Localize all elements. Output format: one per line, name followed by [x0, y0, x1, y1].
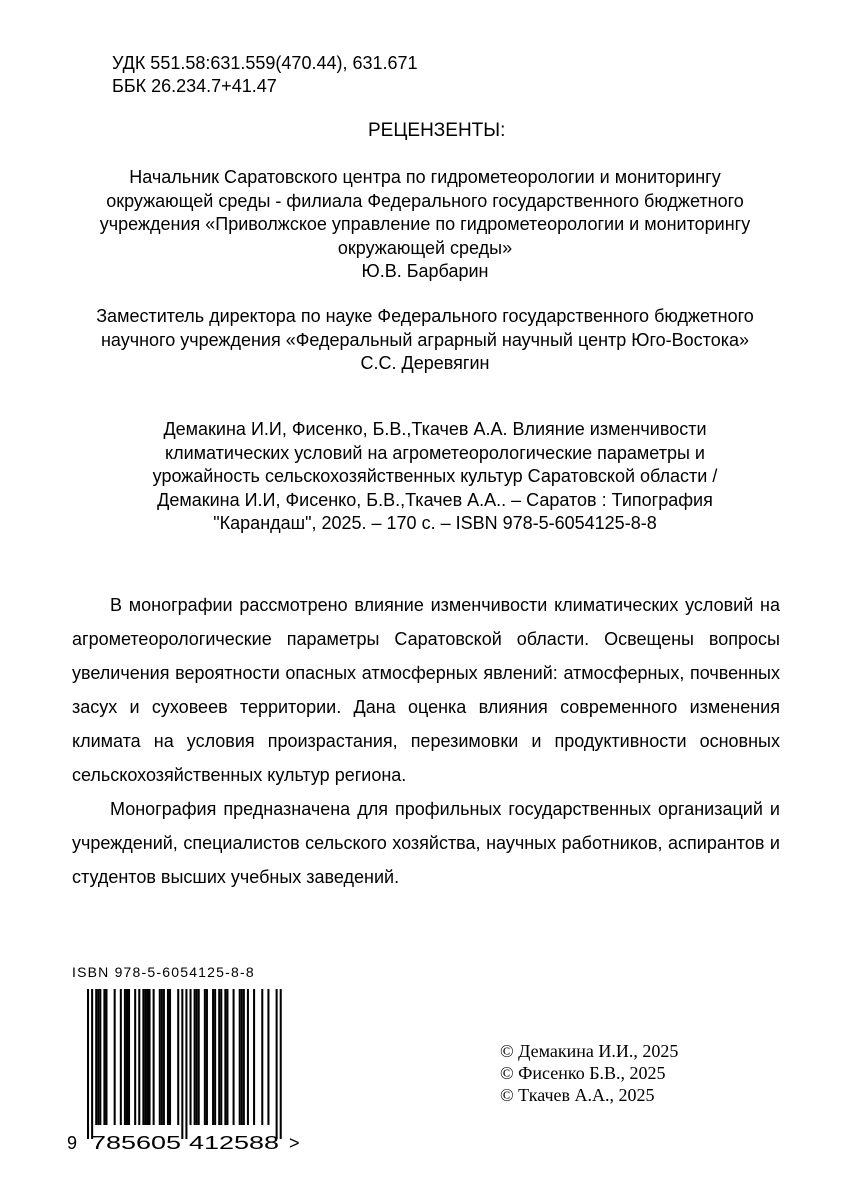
barcode-bar [144, 989, 146, 1125]
barcode-bar [99, 989, 101, 1125]
bbk-code: ББК 26.234.7+41.47 [112, 76, 277, 96]
barcode-bar [167, 989, 169, 1125]
copyright-line: © Ткачев А.А., 2025 [500, 1085, 655, 1105]
barcode-bar [177, 989, 179, 1125]
barcode-bar [204, 989, 206, 1125]
barcode-bar [163, 989, 165, 1125]
citation-line: "Карандаш", 2025. – 170 с. – ISBN 978-5-6054125-8-8 [213, 513, 657, 533]
reviewer-2 [40, 305, 810, 376]
reviewer-2-line: научного учреждения «Федеральный аграрный научный центр Юго-Востока» [100, 329, 750, 350]
barcode-bar [97, 989, 99, 1125]
barcode-bar [128, 989, 130, 1125]
barcode-bar [206, 989, 208, 1125]
reviewer-2-line: Заместитель директора по науке Федерального государственного бюджетного [96, 306, 754, 326]
reviewer-2-name: С.С. Деревягин [360, 353, 490, 373]
bibliographic-citation [95, 418, 775, 536]
barcode-bar [218, 989, 220, 1125]
reviewer-1-name: Ю.В. Барбарин [361, 261, 489, 281]
reviewers-heading: РЕЦЕНЗЕНТЫ: [368, 120, 506, 141]
reviewer-1 [40, 166, 810, 284]
barcode-bar [280, 989, 282, 1139]
barcode-lead-digit: 9 [67, 1133, 78, 1153]
barcode-bar [181, 989, 183, 1139]
barcode-right-digits: 412588 [189, 1133, 279, 1153]
barcode-bar [214, 989, 216, 1125]
barcode-bar [134, 989, 136, 1125]
barcode-bar [226, 989, 228, 1125]
barcode-bar [243, 989, 245, 1125]
barcode-bar [276, 989, 278, 1139]
annotation-paragraph: Монография предназначена для профильных государственных организаций и учреждений, специалистов сельского хозяйства, научных работников, аспирантов и студентов высших учебных заведений. [72, 799, 780, 887]
barcode-bar [161, 989, 163, 1125]
citation-line: Демакина И.И, Фисенко, Б.В.,Ткачев А.А.. – Саратов : Типография [157, 489, 713, 510]
barcode-bar [212, 989, 214, 1125]
barcode-bar [190, 989, 192, 1125]
barcode-bar [87, 989, 89, 1139]
barcode-bars [87, 989, 282, 1139]
barcode-bar [247, 989, 249, 1125]
barcode-bar [146, 989, 148, 1125]
barcode-bar [224, 989, 226, 1125]
barcode-bar [142, 989, 144, 1125]
barcode-bar [138, 989, 140, 1125]
udk-code: УДК 551.58:631.559(470.44), 631.671 [112, 53, 418, 73]
copyright-block [500, 1040, 678, 1106]
isbn-label: ISBN 978-5-6054125-8-8 [72, 964, 255, 980]
barcode-bar [194, 989, 196, 1125]
barcode-bar [124, 989, 126, 1125]
barcode-bar [153, 989, 155, 1125]
barcode-bar [105, 989, 107, 1125]
barcode-bar [169, 989, 171, 1125]
barcode-bar [126, 989, 128, 1125]
barcode-bar [120, 989, 122, 1125]
reviewer-1-line: окружающей среды» [337, 237, 513, 258]
barcode-bar [267, 989, 269, 1125]
reviewer-1-line: учреждения «Приволжское управление по гидрометеорологии и мониторингу [99, 214, 751, 234]
barcode-bar [95, 989, 97, 1125]
barcode-left-digits: 785605 [91, 1133, 181, 1153]
citation-line: Демакина И.И, Фисенко, Б.В.,Ткачев А.А. Влияние изменчивости [163, 419, 707, 439]
barcode-bar [159, 989, 161, 1125]
barcode-bar [91, 989, 93, 1139]
classification-codes [112, 52, 418, 98]
copyright-line: © Демакина И.И., 2025 [500, 1041, 679, 1061]
barcode-bar [185, 989, 187, 1139]
barcode-bar [253, 989, 255, 1125]
isbn-barcode [65, 985, 305, 1155]
barcode-bar [239, 989, 241, 1125]
barcode-bar [103, 989, 105, 1125]
barcode-bar [114, 989, 116, 1125]
annotation-paragraph: В монографии рассмотрено влияние изменчивости климатических условий на агрометеорологические параметры Саратовской области. Освещены вопросы увеличения вероятности опасных атмосферных явлений: атмосферных, почвенных засух и суховеев территории. Дана оценка влияния современного изменения климата на условия произрастания, перезимовки и продуктивности основных сельскохозяйственных культур региона. [72, 595, 780, 785]
barcode-bar [196, 989, 198, 1125]
annotation [72, 588, 780, 894]
barcode-bar [233, 989, 235, 1125]
reviewer-1-line: окружающей среды - филиала Федерального государственного бюджетного [106, 190, 744, 211]
barcode-trailer: > [289, 1133, 300, 1153]
barcode-bar [149, 989, 151, 1125]
barcode-bar [241, 989, 243, 1125]
reviewer-1-line: Начальник Саратовского центра по гидрометеорологии и мониторингу [129, 167, 721, 187]
barcode-bar [261, 989, 263, 1125]
citation-line: климатических условий на агрометеорологические параметры и [165, 442, 705, 463]
barcode-bar [198, 989, 200, 1125]
citation-line: урожайность сельскохозяйственных культур Саратовской области / [152, 466, 718, 486]
copyright-line: © Фисенко Б.В., 2025 [500, 1063, 666, 1083]
barcode-bar [220, 989, 222, 1125]
